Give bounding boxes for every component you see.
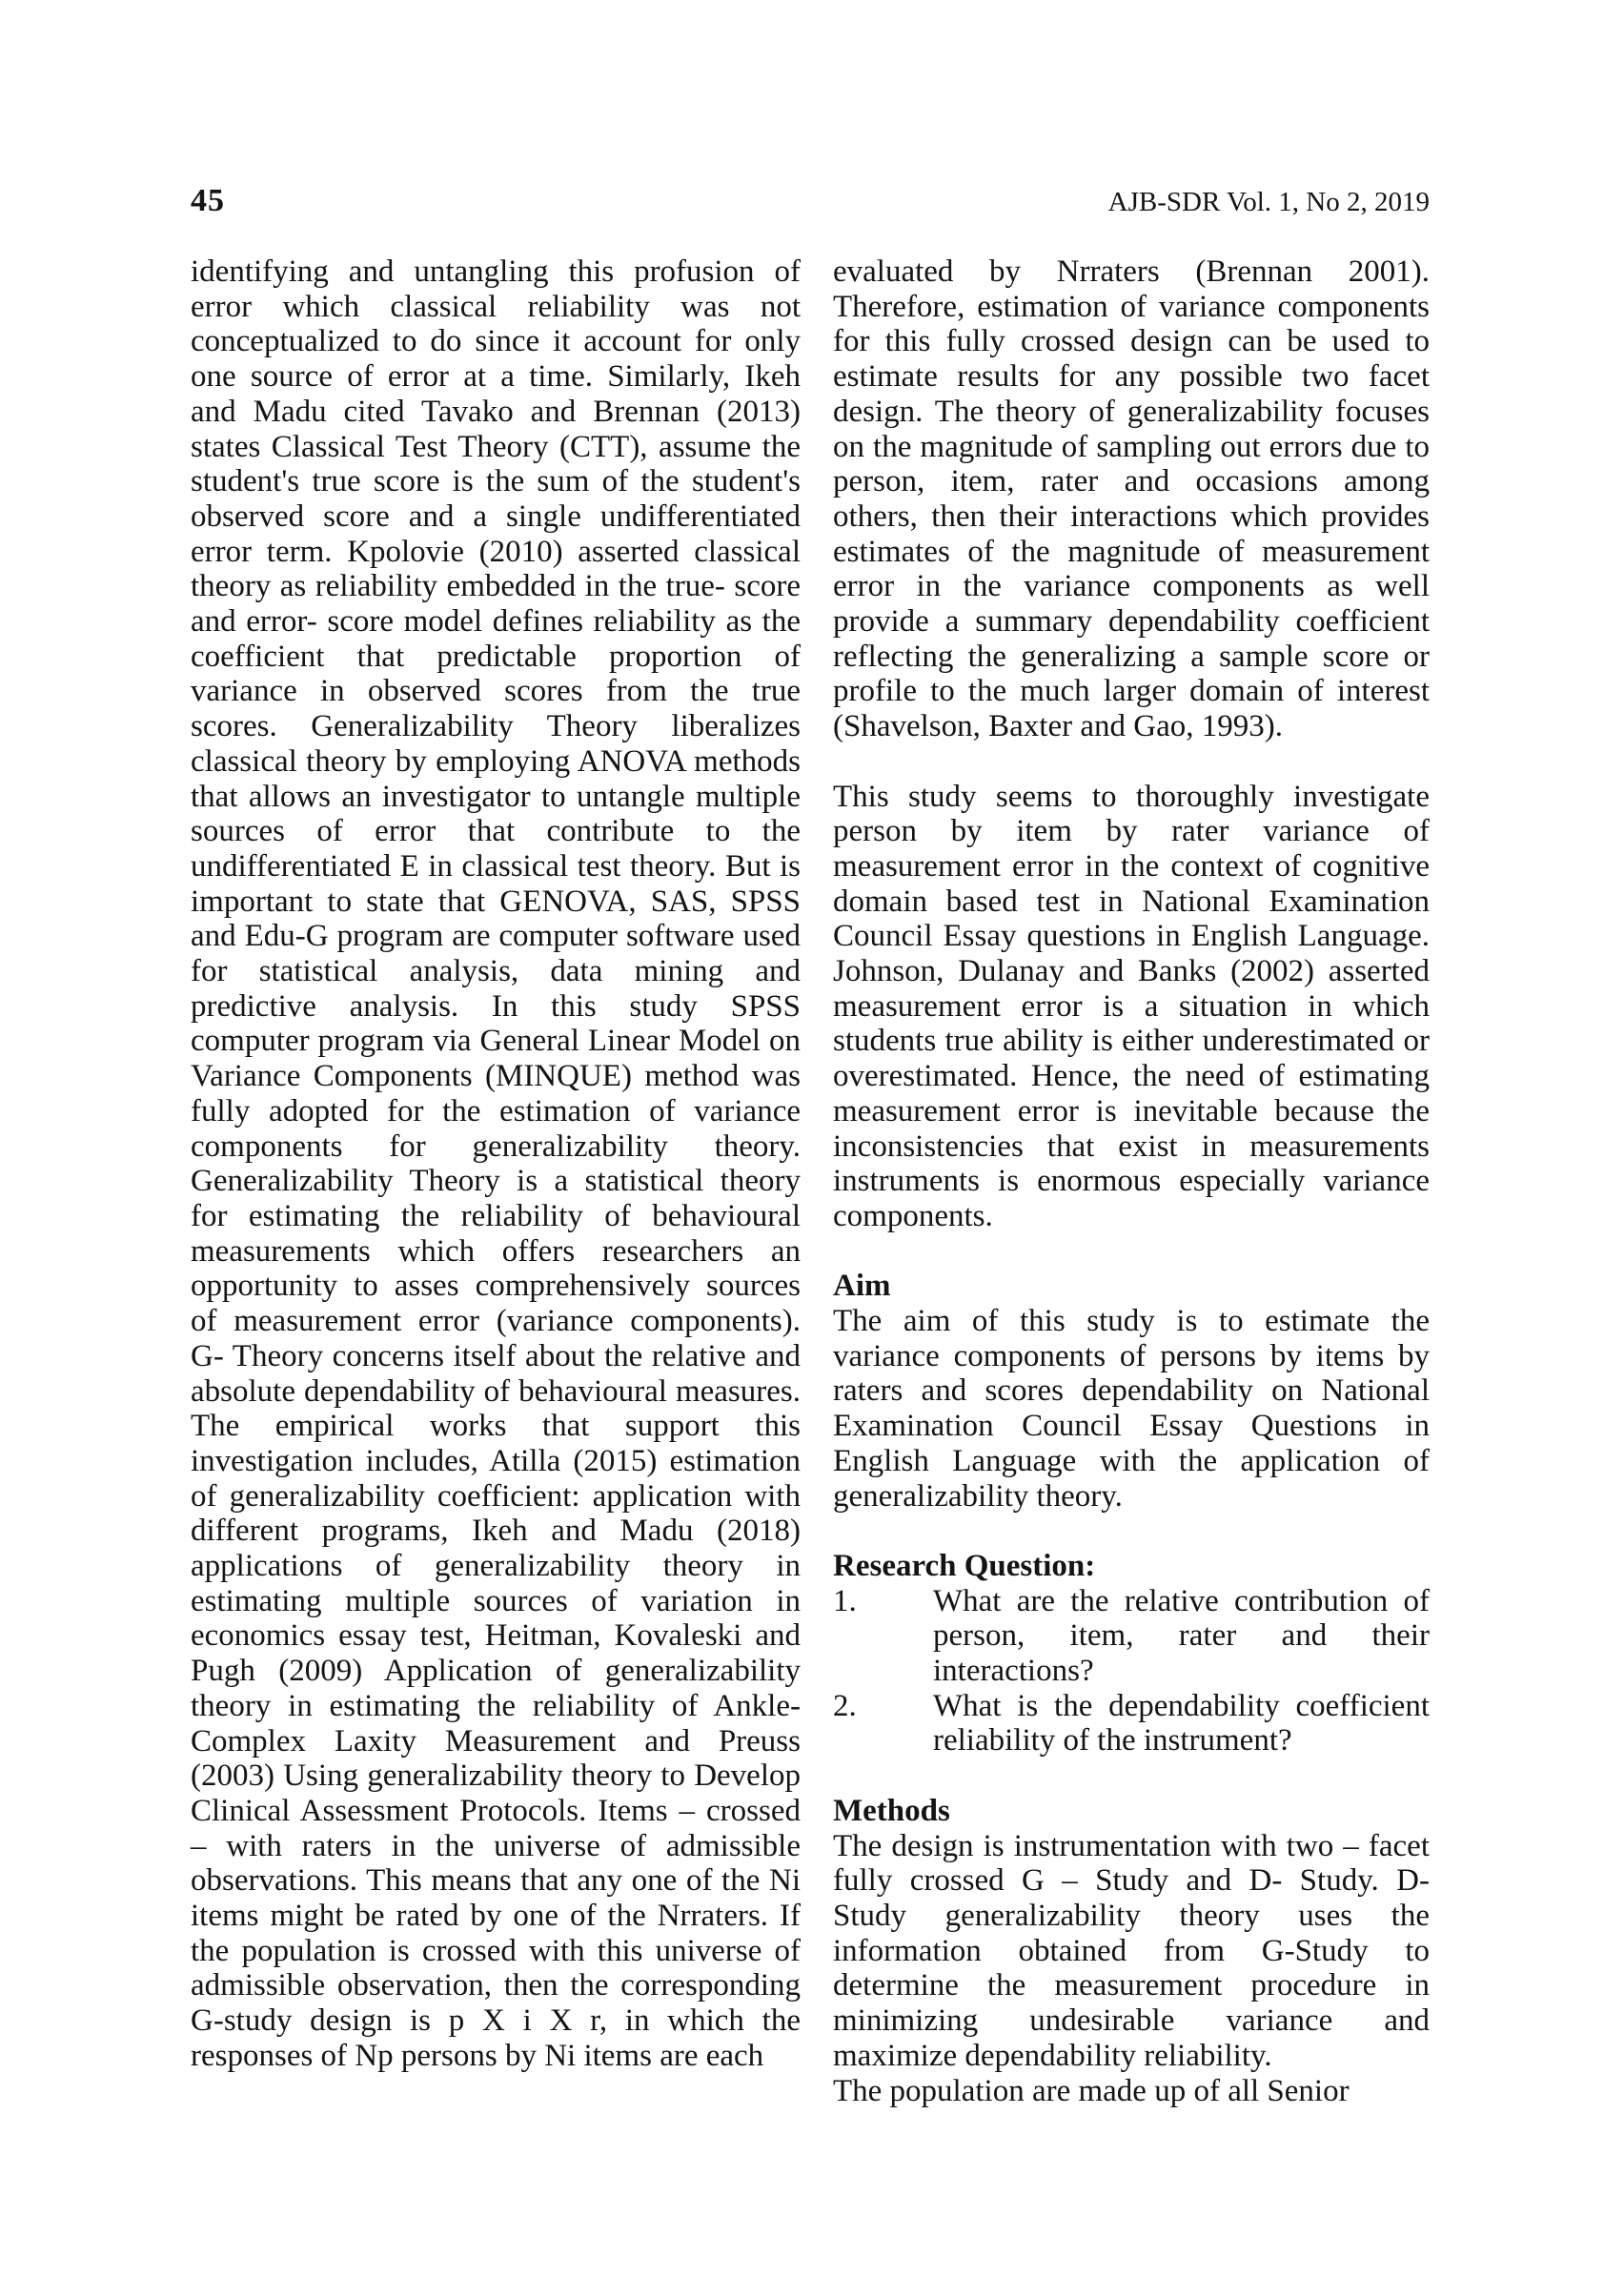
research-question-list xyxy=(833,1584,1430,1759)
list-item-text: What are the relative contribution of person, item, rater and their interactions? xyxy=(933,1583,1430,1689)
population-paragraph: The population are made up of all Senior xyxy=(833,2073,1350,2108)
methods-paragraph: The design is instrumentation with two – facet fully crossed G – Study and D- Study. D- Study generalizability theory uses the information obtained from G-Study to determine the measurement procedure in minimizing undesirable variance and maximize dependability reliability. xyxy=(833,1828,1430,2073)
list-item-text: What is the dependability coefficient reliability of the instrument? xyxy=(933,1688,1430,1759)
page-number: 45 xyxy=(191,183,225,218)
body-paragraph: identifying and untangling this profusion of error which classical reliability was not conceptualized to do since it account for only one source of error at a time. Similarly, Ikeh and Madu cited Tavako and Brennan (2013) states Classical Test Theory (CTT), assume the student's true score is the sum of the student's observed score and a single undifferentiated error term. Kpolovie (2010) asserted classical theory as reliability embedded in the true- score and error- score model defines reliability as the coefficient that predictable proportion of variance in observed scores from the true scores. Generalizability Theory liberalizes classical theory by employing ANOVA methods that allows an investigator to untangle multiple sources of error that contribute to the undifferentiated E in classical test theory. But is important to state that GENOVA, SAS, SPSS and Edu-G program are computer software used for statistical analysis, data mining and predictive analysis. In this study SPSS computer program via General Linear Model on Variance Components (MINQUE) method was fully adopted for the estimation of variance components for generalizability theory. Generalizability Theory is a statistical theory for estimating the reliability of behavioural measurements which offers researchers an opportunity to asses comprehensively sources of measurement error (variance components). G- Theory concerns itself about the relative and absolute dependability of behavioural measures. The empirical works that support this investigation includes, Atilla (2015) estimation of generalizability coefficient: application with different programs, Ikeh and Madu (2018) applications of generalizability theory in estimating multiple sources of variation in economics essay test, Heitman, Kovaleski and Pugh (2009) Application of generalizability theory in estimating the reliability of Ankle-Complex Laxity Measurement and Preuss (2003) Using generalizability theory to Develop Clinical Assessment Protocols. Items – crossed – with raters in the universe of admissible observations. This means that any one of the Ni items might be rated by one of the Nrraters. If the population is crossed with this universe of admissible observation, then the corresponding G-study design is p X i X r, in which the responses of Np persons by Ni items are each xyxy=(191,254,801,2073)
aim-paragraph: The aim of this study is to estimate the variance components of persons by items by raters and scores dependability on National Examination Council Essay Questions in English Language with the application of generalizability theory. xyxy=(833,1304,1430,1514)
page-header xyxy=(191,183,1430,219)
body-paragraph: evaluated by Nrraters (Brennan 2001). Therefore, estimation of variance components for this fully crossed design can be used to estimate results for any possible two facet design. The theory of generalizability focuses on the magnitude of sampling out errors due to person, item, rater and occasions among others, then their interactions which provides estimates of the magnitude of measurement error in the variance components as well provide a summary dependability coefficient reflecting the generalizing a sample score or profile to the much larger domain of interest (Shavelson, Baxter and Gao, 1993). xyxy=(833,254,1430,744)
right-column xyxy=(833,254,1430,2108)
aim-heading: Aim xyxy=(833,1269,891,1304)
research-question-item xyxy=(833,1584,1430,1689)
list-item-number: 1. xyxy=(833,1583,857,1618)
body-paragraph: This study seems to thoroughly investigate person by item by rater variance of measurement error in the context of cognitive domain based test in National Examination Council Essay questions in English Language. Johnson, Dulanay and Banks (2002) asserted measurement error is a situation in which students true ability is either underestimated or overestimated. Hence, the need of estimating measurement error is inevitable because the inconsistencies that exist in measurements instruments is enormous especially variance components. xyxy=(833,779,1430,1233)
left-column xyxy=(191,254,801,2108)
journal-reference: AJB-SDR Vol. 1, No 2, 2019 xyxy=(1107,187,1430,217)
research-question-item xyxy=(833,1689,1430,1759)
article-body xyxy=(191,254,1430,2108)
methods-heading: Methods xyxy=(833,1793,950,1828)
list-item-number: 2. xyxy=(833,1688,857,1723)
research-question-heading: Research Question: xyxy=(833,1548,1096,1583)
